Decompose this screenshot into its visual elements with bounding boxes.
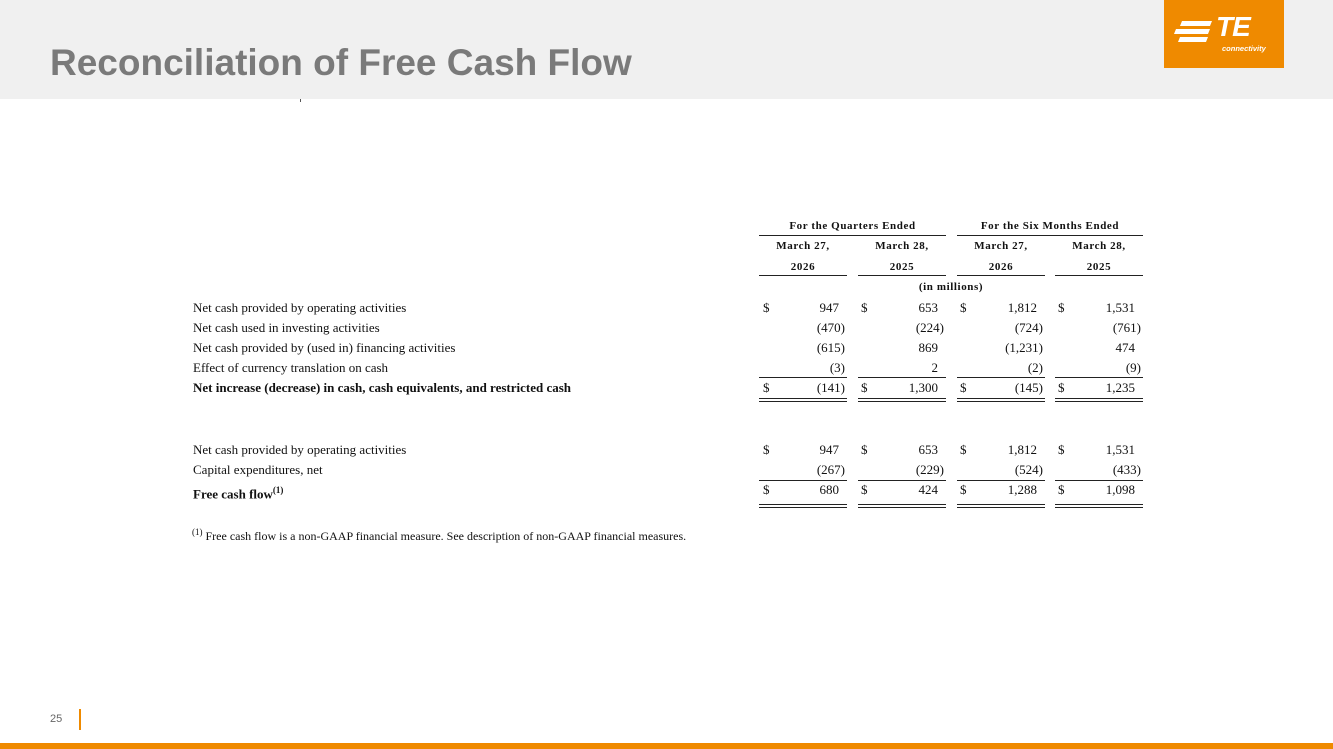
cell-value: 1,812 xyxy=(1007,300,1037,315)
currency-symbol: $ xyxy=(960,482,967,497)
currency-symbol: $ xyxy=(1058,300,1065,315)
footnote-reference: (1) xyxy=(272,485,284,495)
cell-value: 1,300 xyxy=(908,380,938,395)
cell-value: 869 xyxy=(918,340,938,355)
column-underline xyxy=(858,275,946,276)
page-number: 25 xyxy=(50,713,63,725)
subtotal-rule xyxy=(1055,377,1143,378)
cell-value: 1,531 xyxy=(1105,442,1135,457)
footnote-marker: (1) xyxy=(192,527,203,537)
te-connectivity-logo xyxy=(1164,0,1284,68)
currency-symbol: $ xyxy=(861,442,868,457)
cell-value: (615) xyxy=(816,340,845,355)
cell-value: 680 xyxy=(819,482,839,497)
group-underline xyxy=(759,235,946,236)
total-double-rule xyxy=(759,401,847,402)
row-label-text: Capital expenditures, net xyxy=(193,462,323,477)
total-double-rule xyxy=(1055,398,1143,399)
column-header-year: 2026 xyxy=(790,261,816,273)
logo-subtext: connectivity xyxy=(1222,44,1266,53)
currency-symbol: $ xyxy=(1058,380,1065,395)
currency-symbol: $ xyxy=(861,300,868,315)
column-underline xyxy=(1055,275,1143,276)
currency-symbol: $ xyxy=(763,300,770,315)
total-double-rule xyxy=(957,504,1045,505)
currency-symbol: $ xyxy=(960,442,967,457)
subtotal-rule xyxy=(759,377,847,378)
bottom-accent-bar xyxy=(0,743,1333,749)
te-stripes-icon xyxy=(1164,0,1224,68)
page-divider xyxy=(79,709,81,730)
row-label xyxy=(193,320,380,336)
cell-value: (145) xyxy=(1014,380,1043,395)
footnote xyxy=(192,527,686,544)
cell-value: 947 xyxy=(819,300,839,315)
currency-symbol: $ xyxy=(861,380,868,395)
subtotal-rule xyxy=(957,480,1045,481)
cell-value: (433) xyxy=(1112,462,1141,477)
subtotal-rule xyxy=(858,480,946,481)
total-double-rule xyxy=(858,507,946,508)
subtotal-rule xyxy=(1055,480,1143,481)
total-double-rule xyxy=(858,401,946,402)
total-double-rule xyxy=(957,398,1045,399)
cell-value: 1,288 xyxy=(1007,482,1037,497)
subtotal-rule xyxy=(957,377,1045,378)
total-double-rule xyxy=(858,504,946,505)
currency-symbol: $ xyxy=(763,482,770,497)
column-header-date: March 27, xyxy=(776,240,830,252)
subtotal-rule xyxy=(858,377,946,378)
cell-value: 653 xyxy=(918,300,938,315)
cell-value: (2) xyxy=(1027,360,1043,375)
currency-symbol: $ xyxy=(1058,442,1065,457)
cell-value: 1,531 xyxy=(1105,300,1135,315)
cell-value: (761) xyxy=(1112,320,1141,335)
row-label xyxy=(193,380,571,396)
cell-value: 1,812 xyxy=(1007,442,1037,457)
cell-value: (224) xyxy=(915,320,944,335)
column-header-date: March 28, xyxy=(1072,240,1126,252)
row-label-text: Net increase (decrease) in cash, cash equivalents, and restricted cash xyxy=(193,380,572,395)
total-double-rule xyxy=(858,398,946,399)
column-header-year: 2025 xyxy=(889,261,915,273)
currency-symbol: $ xyxy=(763,442,770,457)
column-header-date: March 28, xyxy=(875,240,929,252)
cell-value: 653 xyxy=(918,442,938,457)
total-double-rule xyxy=(957,507,1045,508)
column-header-year: 2025 xyxy=(1086,261,1112,273)
cell-value: (470) xyxy=(816,320,845,335)
logo-text: TE xyxy=(1216,11,1250,42)
currency-symbol: $ xyxy=(763,380,770,395)
currency-symbol: $ xyxy=(960,300,967,315)
cell-value: (1,231) xyxy=(1005,340,1043,355)
cell-value: (724) xyxy=(1014,320,1043,335)
cell-value: 424 xyxy=(918,482,938,497)
divider-tick xyxy=(300,99,301,102)
cell-value: (524) xyxy=(1014,462,1043,477)
row-label-text: Net cash provided by operating activities xyxy=(193,300,407,315)
currency-symbol: $ xyxy=(1058,482,1065,497)
cell-value: 1,235 xyxy=(1105,380,1135,395)
cell-value: 947 xyxy=(819,442,839,457)
total-double-rule xyxy=(759,504,847,505)
row-label xyxy=(193,360,388,376)
total-double-rule xyxy=(759,507,847,508)
row-label xyxy=(193,300,406,316)
group-header-six-months: For the Six Months Ended xyxy=(980,220,1120,232)
row-label xyxy=(193,482,283,502)
row-label-text: Net cash provided by (used in) financing activities xyxy=(193,340,456,355)
row-label xyxy=(193,340,455,356)
column-header-date: March 27, xyxy=(974,240,1028,252)
units-label: (in millions) xyxy=(918,281,984,293)
row-label-text: Net cash provided by operating activities xyxy=(193,442,407,457)
row-label xyxy=(193,462,323,478)
total-double-rule xyxy=(1055,401,1143,402)
currency-symbol: $ xyxy=(960,380,967,395)
row-label-text: Free cash flow xyxy=(193,486,273,502)
row-label-text: Net cash used in investing activities xyxy=(193,320,380,335)
page-title: Reconciliation of Free Cash Flow xyxy=(50,42,632,83)
total-double-rule xyxy=(759,398,847,399)
cell-value: 2 xyxy=(931,360,938,375)
row-label-text: Effect of currency translation on cash xyxy=(193,360,389,375)
cell-value: 1,098 xyxy=(1105,482,1135,497)
cell-value: 474 xyxy=(1115,340,1135,355)
footnote-text: Free cash flow is a non-GAAP financial measure. See description of non-GAAP financial measures. xyxy=(202,529,687,543)
cell-value: (9) xyxy=(1125,360,1141,375)
cell-value: (229) xyxy=(915,462,944,477)
cell-value: (267) xyxy=(816,462,845,477)
group-underline xyxy=(957,235,1143,236)
total-double-rule xyxy=(1055,507,1143,508)
total-double-rule xyxy=(957,401,1045,402)
subtotal-rule xyxy=(759,480,847,481)
row-label xyxy=(193,442,406,458)
column-header-year: 2026 xyxy=(988,261,1014,273)
column-underline xyxy=(759,275,847,276)
cell-value: (3) xyxy=(829,360,845,375)
total-double-rule xyxy=(1055,504,1143,505)
column-underline xyxy=(957,275,1045,276)
cell-value: (141) xyxy=(816,380,845,395)
currency-symbol: $ xyxy=(861,482,868,497)
group-header-quarters: For the Quarters Ended xyxy=(789,220,916,232)
